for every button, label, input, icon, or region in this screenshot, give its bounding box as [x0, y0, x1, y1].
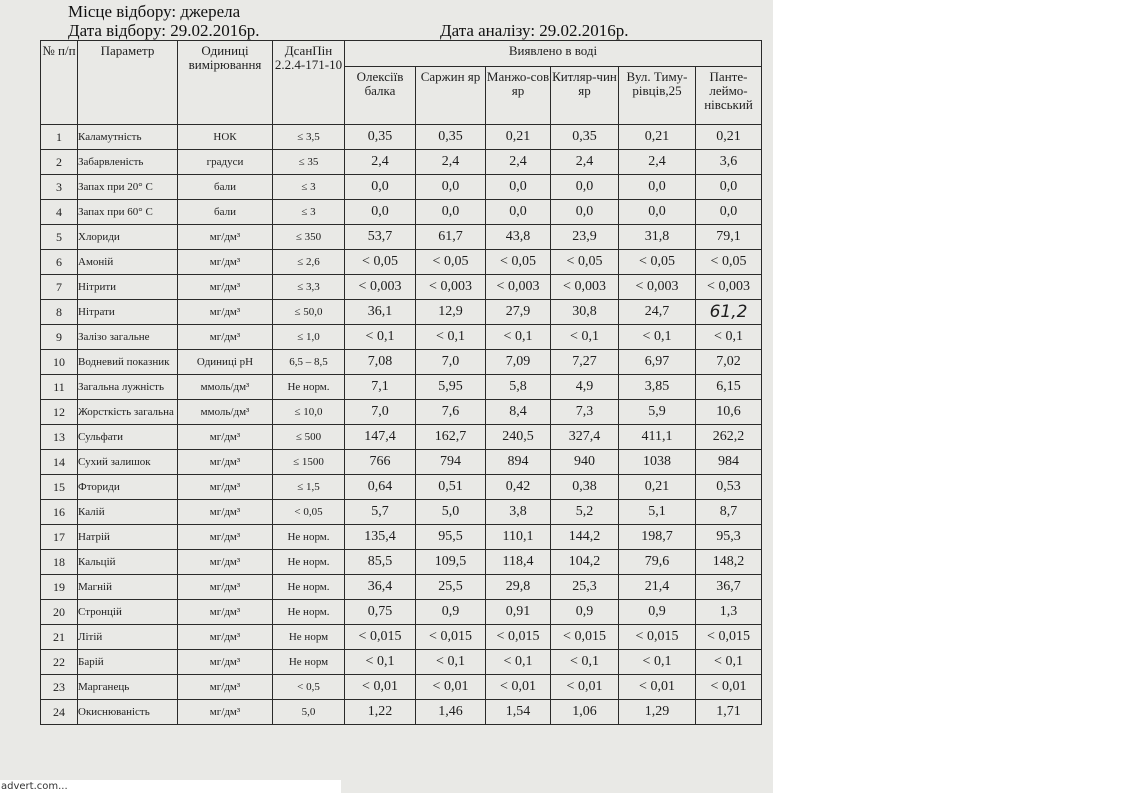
- row-value: < 0,05: [416, 250, 486, 275]
- row-value: < 0,05: [551, 250, 619, 275]
- row-value: 5,1: [619, 500, 696, 525]
- row-value: 240,5: [486, 425, 551, 450]
- table-row: [41, 500, 762, 525]
- row-value: 21,4: [619, 575, 696, 600]
- row-value: 327,4: [551, 425, 619, 450]
- row-value: 0,35: [551, 125, 619, 150]
- site-header: Панте-леймо-нівський: [696, 67, 762, 125]
- row-value: 27,9: [486, 300, 551, 325]
- table-row: [41, 350, 762, 375]
- row-norm: ≤ 3: [273, 200, 345, 225]
- row-parameter: Забарвленість: [78, 150, 178, 175]
- row-norm: ≤ 350: [273, 225, 345, 250]
- row-number: 1: [41, 125, 78, 150]
- row-value: < 0,05: [619, 250, 696, 275]
- site-header: Саржин яр: [416, 67, 486, 125]
- row-value: 262,2: [696, 425, 762, 450]
- row-parameter: Каламутність: [78, 125, 178, 150]
- row-parameter: Марганець: [78, 675, 178, 700]
- row-value: 0,9: [619, 600, 696, 625]
- row-value: 984: [696, 450, 762, 475]
- row-value: 0,21: [619, 125, 696, 150]
- row-unit: ммоль/дм³: [178, 400, 273, 425]
- row-value: 0,0: [345, 200, 416, 225]
- row-value: 7,02: [696, 350, 762, 375]
- table-row: [41, 600, 762, 625]
- col-found-header: Виявлено в воді: [345, 41, 762, 67]
- row-norm: Не норм.: [273, 575, 345, 600]
- row-value: 0,53: [696, 475, 762, 500]
- row-parameter: Водневий показник: [78, 350, 178, 375]
- table-row: [41, 550, 762, 575]
- row-parameter: Натрій: [78, 525, 178, 550]
- row-value: < 0,01: [551, 675, 619, 700]
- row-unit: мг/дм³: [178, 575, 273, 600]
- row-value: 0,21: [619, 475, 696, 500]
- row-norm: ≤ 1500: [273, 450, 345, 475]
- sampling-date: Дата відбору: 29.02.2016р.: [68, 21, 260, 40]
- row-unit: мг/дм³: [178, 325, 273, 350]
- row-unit: мг/дм³: [178, 250, 273, 275]
- table-row: [41, 250, 762, 275]
- row-unit: мг/дм³: [178, 675, 273, 700]
- row-number: 24: [41, 700, 78, 725]
- row-unit: мг/дм³: [178, 550, 273, 575]
- row-unit: ммоль/дм³: [178, 375, 273, 400]
- row-value: 411,1: [619, 425, 696, 450]
- row-value: < 0,003: [416, 275, 486, 300]
- table-row: [41, 575, 762, 600]
- row-value: 6,15: [696, 375, 762, 400]
- row-value: < 0,003: [345, 275, 416, 300]
- row-unit: мг/дм³: [178, 500, 273, 525]
- site-header: Вул. Тиму-рівців,25: [619, 67, 696, 125]
- row-norm: Не норм.: [273, 550, 345, 575]
- row-value: 8,7: [696, 500, 762, 525]
- row-unit: градуси: [178, 150, 273, 175]
- site-header: Манжо-сов яр: [486, 67, 551, 125]
- row-value: 109,5: [416, 550, 486, 575]
- table-row: [41, 400, 762, 425]
- row-value: 7,0: [345, 400, 416, 425]
- row-value: < 0,015: [619, 625, 696, 650]
- row-value: 7,1: [345, 375, 416, 400]
- row-value: 0,0: [416, 200, 486, 225]
- row-unit: мг/дм³: [178, 700, 273, 725]
- table-row: [41, 675, 762, 700]
- row-norm: ≤ 3,3: [273, 275, 345, 300]
- row-parameter: Амоній: [78, 250, 178, 275]
- table-row: [41, 200, 762, 225]
- row-number: 8: [41, 300, 78, 325]
- row-norm: ≤ 500: [273, 425, 345, 450]
- row-unit: НОК: [178, 125, 273, 150]
- row-value: 0,42: [486, 475, 551, 500]
- row-value: 148,2: [696, 550, 762, 575]
- row-value: 0,0: [551, 175, 619, 200]
- row-value: < 0,1: [416, 650, 486, 675]
- row-unit: мг/дм³: [178, 450, 273, 475]
- row-unit: мг/дм³: [178, 525, 273, 550]
- col-parameter-header: Параметр: [78, 41, 178, 125]
- row-value: 25,5: [416, 575, 486, 600]
- row-value: < 0,01: [345, 675, 416, 700]
- row-value: 24,7: [619, 300, 696, 325]
- table-row: [41, 375, 762, 400]
- table-row: [41, 425, 762, 450]
- col-units-header: Одиниці вимірювання: [178, 41, 273, 125]
- row-value: < 0,1: [345, 650, 416, 675]
- row-number: 4: [41, 200, 78, 225]
- row-number: 16: [41, 500, 78, 525]
- row-unit: бали: [178, 175, 273, 200]
- row-parameter: Сухий залишок: [78, 450, 178, 475]
- row-value: 25,3: [551, 575, 619, 600]
- row-unit: мг/дм³: [178, 225, 273, 250]
- row-value: 0,9: [416, 600, 486, 625]
- row-number: 19: [41, 575, 78, 600]
- row-unit: Одиниці pH: [178, 350, 273, 375]
- row-value: 1,71: [696, 700, 762, 725]
- row-value: < 0,015: [486, 625, 551, 650]
- row-value: 2,4: [345, 150, 416, 175]
- row-parameter: Нітрати: [78, 300, 178, 325]
- row-value: 110,1: [486, 525, 551, 550]
- row-value: < 0,003: [551, 275, 619, 300]
- row-value: 0,51: [416, 475, 486, 500]
- row-value: 7,08: [345, 350, 416, 375]
- row-value: 5,7: [345, 500, 416, 525]
- row-number: 14: [41, 450, 78, 475]
- row-value: 36,4: [345, 575, 416, 600]
- row-value: < 0,1: [416, 325, 486, 350]
- row-value: 794: [416, 450, 486, 475]
- row-number: 11: [41, 375, 78, 400]
- row-norm: < 0,05: [273, 500, 345, 525]
- row-norm: ≤ 35: [273, 150, 345, 175]
- row-value: 31,8: [619, 225, 696, 250]
- row-parameter: Барій: [78, 650, 178, 675]
- table-row: [41, 450, 762, 475]
- row-parameter: Хлориди: [78, 225, 178, 250]
- sampling-place: Місце відбору: джерела: [68, 2, 241, 21]
- row-value: 0,0: [486, 200, 551, 225]
- row-value: < 0,003: [696, 275, 762, 300]
- row-value: 95,3: [696, 525, 762, 550]
- row-value: 61,2: [696, 300, 762, 325]
- row-value: 1,3: [696, 600, 762, 625]
- row-value: 0,35: [416, 125, 486, 150]
- row-unit: мг/дм³: [178, 650, 273, 675]
- row-norm: < 0,5: [273, 675, 345, 700]
- row-norm: ≤ 1,5: [273, 475, 345, 500]
- table-row: [41, 700, 762, 725]
- row-value: 0,0: [619, 175, 696, 200]
- row-value: 61,7: [416, 225, 486, 250]
- row-parameter: Запах при 60° С: [78, 200, 178, 225]
- row-value: 0,0: [416, 175, 486, 200]
- row-value: 2,4: [416, 150, 486, 175]
- row-value: < 0,1: [551, 650, 619, 675]
- row-unit: мг/дм³: [178, 600, 273, 625]
- row-value: 0,0: [345, 175, 416, 200]
- row-value: < 0,1: [696, 325, 762, 350]
- row-value: 0,0: [696, 175, 762, 200]
- row-value: < 0,05: [486, 250, 551, 275]
- row-value: 104,2: [551, 550, 619, 575]
- row-value: 7,0: [416, 350, 486, 375]
- row-number: 21: [41, 625, 78, 650]
- row-value: < 0,1: [345, 325, 416, 350]
- row-number: 5: [41, 225, 78, 250]
- row-value: 940: [551, 450, 619, 475]
- water-analysis-table: [40, 40, 762, 725]
- row-value: 7,27: [551, 350, 619, 375]
- row-value: 3,85: [619, 375, 696, 400]
- row-value: 30,8: [551, 300, 619, 325]
- row-value: < 0,015: [416, 625, 486, 650]
- row-value: 135,4: [345, 525, 416, 550]
- row-parameter: Літій: [78, 625, 178, 650]
- row-value: 53,7: [345, 225, 416, 250]
- row-value: 5,2: [551, 500, 619, 525]
- row-number: 15: [41, 475, 78, 500]
- row-value: 5,95: [416, 375, 486, 400]
- row-value: 85,5: [345, 550, 416, 575]
- row-value: 2,4: [486, 150, 551, 175]
- row-number: 9: [41, 325, 78, 350]
- table-row: [41, 225, 762, 250]
- table-row: [41, 150, 762, 175]
- row-norm: Не норм.: [273, 600, 345, 625]
- row-value: 0,0: [696, 200, 762, 225]
- row-value: 0,35: [345, 125, 416, 150]
- row-value: 7,6: [416, 400, 486, 425]
- row-value: 6,97: [619, 350, 696, 375]
- row-value: < 0,003: [486, 275, 551, 300]
- row-number: 7: [41, 275, 78, 300]
- row-value: < 0,1: [486, 325, 551, 350]
- row-value: 147,4: [345, 425, 416, 450]
- row-parameter: Загальна лужність: [78, 375, 178, 400]
- row-norm: ≤ 3: [273, 175, 345, 200]
- row-unit: бали: [178, 200, 273, 225]
- row-value: 8,4: [486, 400, 551, 425]
- table-row: [41, 625, 762, 650]
- row-value: < 0,015: [696, 625, 762, 650]
- row-norm: ≤ 10,0: [273, 400, 345, 425]
- row-norm: Не норм: [273, 625, 345, 650]
- row-unit: мг/дм³: [178, 625, 273, 650]
- row-value: < 0,05: [696, 250, 762, 275]
- row-value: 3,8: [486, 500, 551, 525]
- row-parameter: Жорсткість загальна: [78, 400, 178, 425]
- row-parameter: Окиснюваність: [78, 700, 178, 725]
- row-value: 144,2: [551, 525, 619, 550]
- row-value: 1038: [619, 450, 696, 475]
- row-number: 13: [41, 425, 78, 450]
- row-value: 198,7: [619, 525, 696, 550]
- row-number: 17: [41, 525, 78, 550]
- row-value: 0,9: [551, 600, 619, 625]
- row-value: 0,64: [345, 475, 416, 500]
- table-row: [41, 275, 762, 300]
- table-row: [41, 325, 762, 350]
- row-value: 10,6: [696, 400, 762, 425]
- row-value: 23,9: [551, 225, 619, 250]
- row-parameter: Фториди: [78, 475, 178, 500]
- row-parameter: Калій: [78, 500, 178, 525]
- row-norm: ≤ 1,0: [273, 325, 345, 350]
- row-value: 0,38: [551, 475, 619, 500]
- row-unit: мг/дм³: [178, 275, 273, 300]
- row-norm: Не норм.: [273, 375, 345, 400]
- row-value: 5,8: [486, 375, 551, 400]
- row-value: 894: [486, 450, 551, 475]
- row-value: 5,0: [416, 500, 486, 525]
- row-norm: Не норм: [273, 650, 345, 675]
- row-number: 6: [41, 250, 78, 275]
- row-parameter: Сульфати: [78, 425, 178, 450]
- site-header: Олексіїв балка: [345, 67, 416, 125]
- row-value: 1,29: [619, 700, 696, 725]
- table-row: [41, 525, 762, 550]
- table-row: [41, 475, 762, 500]
- row-value: < 0,003: [619, 275, 696, 300]
- row-norm: 5,0: [273, 700, 345, 725]
- row-value: 1,22: [345, 700, 416, 725]
- row-value: 0,0: [619, 200, 696, 225]
- row-value: 36,1: [345, 300, 416, 325]
- row-parameter: Залізо загальне: [78, 325, 178, 350]
- row-parameter: Магній: [78, 575, 178, 600]
- row-value: 1,06: [551, 700, 619, 725]
- row-unit: мг/дм³: [178, 300, 273, 325]
- row-value: 0,91: [486, 600, 551, 625]
- row-parameter: Стронцій: [78, 600, 178, 625]
- row-number: 3: [41, 175, 78, 200]
- row-value: < 0,1: [619, 650, 696, 675]
- row-value: < 0,01: [486, 675, 551, 700]
- row-value: 0,0: [551, 200, 619, 225]
- row-value: 29,8: [486, 575, 551, 600]
- row-value: 3,6: [696, 150, 762, 175]
- row-value: 7,09: [486, 350, 551, 375]
- row-value: 0,0: [486, 175, 551, 200]
- col-number-header: № п/п: [41, 41, 78, 125]
- row-value: 43,8: [486, 225, 551, 250]
- row-value: 1,46: [416, 700, 486, 725]
- row-value: 95,5: [416, 525, 486, 550]
- table-row: [41, 175, 762, 200]
- row-number: 18: [41, 550, 78, 575]
- row-value: 0,21: [486, 125, 551, 150]
- row-value: < 0,1: [619, 325, 696, 350]
- table-row: [41, 300, 762, 325]
- site-header: Китляр-чин яр: [551, 67, 619, 125]
- row-number: 22: [41, 650, 78, 675]
- row-value: 766: [345, 450, 416, 475]
- row-unit: мг/дм³: [178, 425, 273, 450]
- row-value: 12,9: [416, 300, 486, 325]
- analysis-date: Дата аналізу: 29.02.2016р.: [440, 21, 629, 40]
- row-number: 12: [41, 400, 78, 425]
- row-parameter: Кальцій: [78, 550, 178, 575]
- row-number: 2: [41, 150, 78, 175]
- table-row: [41, 125, 762, 150]
- row-value: < 0,01: [696, 675, 762, 700]
- row-value: < 0,01: [619, 675, 696, 700]
- row-value: < 0,015: [345, 625, 416, 650]
- row-value: < 0,015: [551, 625, 619, 650]
- row-value: 1,54: [486, 700, 551, 725]
- row-value: 79,6: [619, 550, 696, 575]
- row-norm: ≤ 3,5: [273, 125, 345, 150]
- row-value: 36,7: [696, 575, 762, 600]
- row-norm: 6,5 – 8,5: [273, 350, 345, 375]
- row-parameter: Запах при 20° С: [78, 175, 178, 200]
- row-number: 23: [41, 675, 78, 700]
- row-unit: мг/дм³: [178, 475, 273, 500]
- row-norm: ≤ 50,0: [273, 300, 345, 325]
- row-norm: Не норм.: [273, 525, 345, 550]
- row-value: 118,4: [486, 550, 551, 575]
- row-value: < 0,1: [551, 325, 619, 350]
- row-value: 0,75: [345, 600, 416, 625]
- row-value: 2,4: [619, 150, 696, 175]
- col-norm-header: ДсанПін 2.2.4-171-10: [273, 41, 345, 125]
- row-parameter: Нітрити: [78, 275, 178, 300]
- table-row: [41, 650, 762, 675]
- row-value: 4,9: [551, 375, 619, 400]
- row-value: 5,9: [619, 400, 696, 425]
- source-caption: advert.com...: [0, 780, 341, 793]
- row-norm: ≤ 2,6: [273, 250, 345, 275]
- row-value: < 0,1: [486, 650, 551, 675]
- row-value: < 0,1: [696, 650, 762, 675]
- row-value: 7,3: [551, 400, 619, 425]
- row-value: < 0,01: [416, 675, 486, 700]
- row-number: 10: [41, 350, 78, 375]
- row-value: 162,7: [416, 425, 486, 450]
- row-number: 20: [41, 600, 78, 625]
- row-value: 2,4: [551, 150, 619, 175]
- row-value: 79,1: [696, 225, 762, 250]
- row-value: < 0,05: [345, 250, 416, 275]
- row-value: 0,21: [696, 125, 762, 150]
